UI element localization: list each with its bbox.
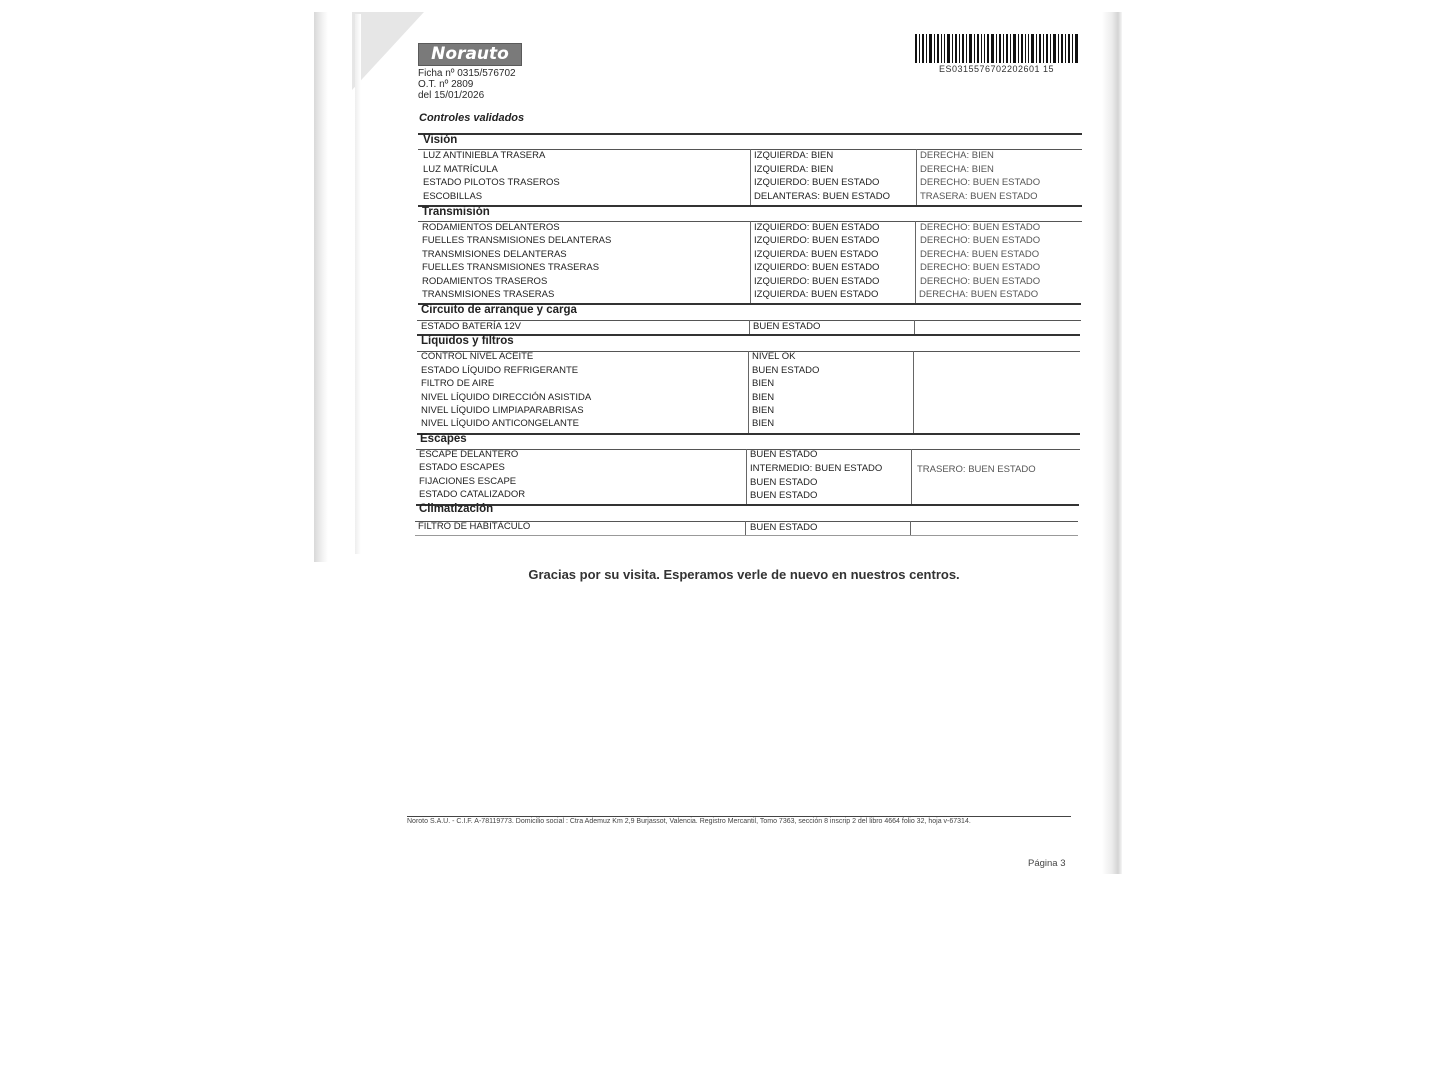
row-label: LUZ ANTINIEBLA TRASERA — [423, 150, 546, 161]
row-label: FILTRO DE HABITÁCULO — [418, 521, 531, 532]
row-label: NIVEL LÍQUIDO LIMPIAPARABRISAS — [421, 405, 584, 416]
row-label: ESTADO BATERÍA 12V — [421, 321, 521, 332]
row-value-right: DERECHA: BUEN ESTADO — [919, 289, 1039, 300]
page-fold-line — [355, 14, 361, 554]
row-label: ESCOBILLAS — [423, 191, 483, 202]
row-label: ESTADO ESCAPES — [419, 462, 505, 473]
row-value-right: DERECHO: BUEN ESTADO — [920, 276, 1041, 287]
column-divider — [750, 221, 751, 304]
barcode-icon — [915, 34, 1078, 63]
row-value-right: DERECHO: BUEN ESTADO — [920, 222, 1041, 233]
row-label: TRANSMISIONES DELANTERAS — [422, 249, 567, 260]
column-divider — [916, 149, 917, 205]
section-title-escapes: Escapes — [420, 433, 467, 445]
section-title-circuito: Circuito de arranque y carga — [421, 304, 577, 316]
column-divider — [914, 320, 915, 334]
barcode-number: ES0315576702202601 15 — [938, 64, 1055, 74]
row-value-left: IZQUIERDO: BUEN ESTADO — [754, 177, 880, 188]
document-date: del 15/01/2026 — [418, 90, 485, 101]
row-value-right: DERECHA: BIEN — [920, 164, 994, 175]
row-value-left: NIVEL OK — [752, 351, 796, 362]
section-rule — [417, 334, 1080, 336]
row-label: ESCAPE DELANTERO — [419, 449, 519, 460]
section-title-climatizacion: Climatización — [419, 503, 494, 515]
ficha-number: Ficha nº 0315/576702 — [418, 68, 516, 79]
row-label: RODAMIENTOS DELANTEROS — [422, 222, 560, 233]
column-divider — [913, 351, 914, 433]
row-label: NIVEL LÍQUIDO ANTICONGELANTE — [421, 418, 580, 429]
row-value-left: BUEN ESTADO — [750, 449, 818, 460]
section-rule — [418, 205, 1082, 207]
row-label: FIJACIONES ESCAPE — [419, 476, 517, 487]
page-number: Página 3 — [1028, 858, 1066, 869]
ot-number: O.T. nº 2809 — [418, 79, 474, 90]
row-value-left: IZQUIERDO: BUEN ESTADO — [754, 235, 880, 246]
row-value-left: IZQUIERDO: BUEN ESTADO — [754, 222, 880, 233]
row-value-left: BIEN — [752, 418, 775, 429]
section-title-liquidos: Líquidos y filtros — [421, 335, 514, 347]
row-value-right: TRASERA: BUEN ESTADO — [920, 191, 1038, 202]
column-divider — [749, 320, 750, 334]
row-label: ESTADO PILOTOS TRASEROS — [423, 177, 560, 188]
column-divider — [911, 449, 912, 504]
column-divider — [748, 351, 749, 433]
row-value-right: DERECHO: BUEN ESTADO — [920, 235, 1041, 246]
row-value-left: IZQUIERDO: BUEN ESTADO — [754, 262, 880, 273]
page-fold-corner — [352, 12, 424, 90]
row-value-right: DERECHA: BUEN ESTADO — [920, 249, 1040, 260]
section-rule — [416, 504, 1079, 506]
row-label: RODAMIENTOS TRASEROS — [422, 276, 548, 287]
row-value-left: INTERMEDIO: BUEN ESTADO — [750, 463, 883, 474]
row-value-left: IZQUIERDA: BIEN — [754, 150, 834, 161]
row-value-left: IZQUIERDA: BIEN — [754, 164, 834, 175]
row-value-left: IZQUIERDA: BUEN ESTADO — [754, 289, 879, 300]
row-value-left: BUEN ESTADO — [752, 365, 820, 376]
column-divider — [750, 149, 751, 205]
row-label: TRANSMISIONES TRASERAS — [422, 289, 555, 300]
row-value-left: IZQUIERDO: BUEN ESTADO — [754, 276, 880, 287]
column-divider — [910, 521, 911, 535]
section-rule — [417, 433, 1080, 435]
row-label: ESTADO LÍQUIDO REFRIGERANTE — [421, 365, 579, 376]
row-value-left: BIEN — [752, 392, 775, 403]
scan-edge-right — [1102, 12, 1122, 874]
row-value-left: BUEN ESTADO — [750, 490, 818, 501]
row-label: FUELLES TRANSMISIONES TRASERAS — [422, 262, 600, 273]
row-label: NIVEL LÍQUIDO DIRECCIÓN ASISTIDA — [421, 392, 592, 403]
row-value-right: DERECHO: BUEN ESTADO — [920, 177, 1041, 188]
row-value-right: DERECHA: BIEN — [920, 150, 994, 161]
row-value-right: DERECHO: BUEN ESTADO — [920, 262, 1041, 273]
section-rule — [415, 535, 1078, 536]
row-label: CONTROL NIVEL ACEITE — [421, 351, 534, 362]
legal-footer: Noroto S.A.U. - C.I.F. A-78119773. Domicilio social : Ctra Ademuz Km 2,9 Burjassot, Valencia. Registro Mercantil, Tomo 7363, sección 8 inscrip 2 del libro 4664 folio 32, hoja v-67314. — [407, 818, 971, 825]
row-value-left: BIEN — [752, 405, 775, 416]
norauto-logo: Norauto — [418, 43, 522, 66]
row-label: LUZ MATRÍCULA — [423, 164, 498, 175]
document-meta — [418, 68, 516, 101]
row-value-left: DELANTERAS: BUEN ESTADO — [754, 191, 891, 202]
controls-subtitle: Controles validados — [419, 112, 525, 124]
row-label: FILTRO DE AIRE — [421, 378, 495, 389]
section-rule — [418, 133, 1082, 135]
footer-rule — [407, 816, 1071, 817]
row-value-left: BIEN — [752, 378, 775, 389]
row-value-left: IZQUIERDA: BUEN ESTADO — [754, 249, 879, 260]
row-value-left: BUEN ESTADO — [750, 477, 818, 488]
row-value-left: BUEN ESTADO — [750, 522, 818, 533]
row-value-left: BUEN ESTADO — [753, 321, 821, 332]
scan-edge-left — [314, 12, 328, 562]
section-title-vision: Visión — [423, 134, 458, 146]
column-divider — [746, 449, 747, 504]
thanks-message: Gracias por su visita. Esperamos verle de nuevo en nuestros centros. — [528, 567, 960, 582]
column-divider — [745, 521, 746, 535]
row-value-right: TRASERO: BUEN ESTADO — [917, 464, 1036, 475]
row-label: FUELLES TRANSMISIONES DELANTERAS — [422, 235, 612, 246]
section-title-transmision: Transmisión — [422, 206, 490, 218]
column-divider — [915, 221, 916, 304]
row-label: ESTADO CATALIZADOR — [419, 489, 526, 500]
